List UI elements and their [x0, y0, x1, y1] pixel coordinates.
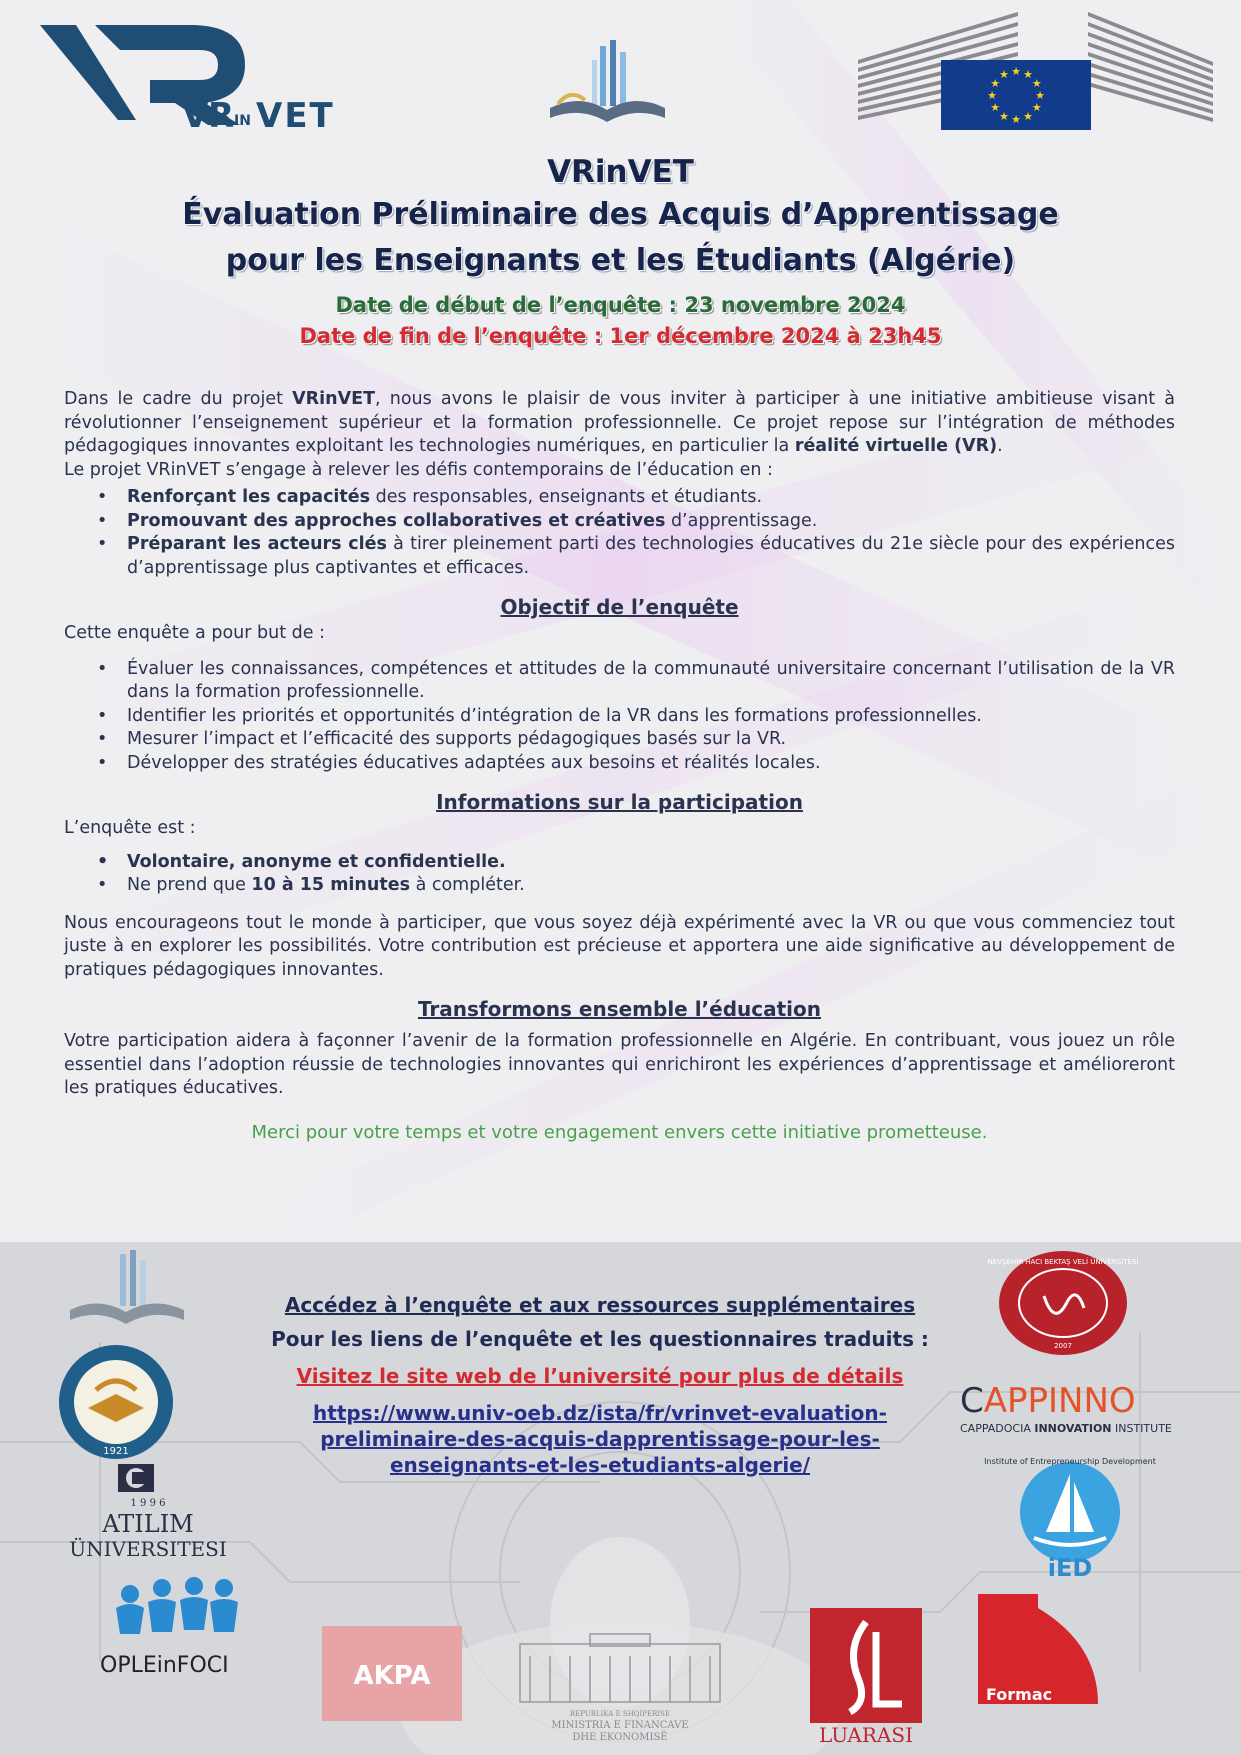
- survey-url-link[interactable]: https://www.univ-oeb.dz/ista/fr/vrinvet-evaluation-preliminaire-des-acquis-dapprentissage-pour-les-enseignants-et-les-etudiants-algerie/: [313, 1401, 887, 1477]
- survey-title-line2: pour les Enseignants et les Étudiants (Algérie): [225, 243, 1016, 278]
- svg-text:OPLEinFOCI: OPLEinFOCI: [100, 1653, 229, 1678]
- azerbaijan-pedagogical-university-logo: [56, 1342, 176, 1462]
- svg-text:R: R: [208, 96, 235, 136]
- list-item: • Renforçant les capacités des responsables, enseignants et étudiants.: [127, 486, 1175, 510]
- eu-star-icon: ★: [1035, 89, 1045, 102]
- institute-book-logo: [540, 38, 675, 133]
- survey-title-line1: Évaluation Préliminaire des Acquis d’Apprentissage: [182, 197, 1059, 232]
- eu-star-icon: ★: [1023, 109, 1033, 123]
- list-item: • Préparant les acteurs clés à tirer pleinement parti des technologies éducatives du 21e siècle pour des expériences d’apprentissage plus captivantes et efficaces.: [127, 533, 1175, 580]
- svg-text:V: V: [182, 96, 211, 136]
- svg-text:1921: 1921: [103, 1446, 129, 1457]
- svg-text:MINISTRIA E FINANCAVE: MINISTRIA E FINANCAVE: [551, 1720, 689, 1731]
- list-item: • Développer des stratégies éducatives adaptées aux besoins et réalités locales.: [127, 752, 1175, 776]
- svg-text:LUARASI: LUARASI: [819, 1723, 913, 1747]
- atilim-university-logo: [38, 1460, 258, 1560]
- transform-heading: Transformons ensemble l’éducation: [417, 997, 822, 1021]
- ministry-of-finance-logo: [510, 1632, 730, 1742]
- eu-star-icon: ★: [999, 109, 1009, 123]
- svg-text:REPUBLIKA E SHQIPERISE: REPUBLIKA E SHQIPERISE: [569, 1710, 671, 1718]
- eu-star-icon: ★: [990, 101, 1001, 114]
- svg-text:NEVŞEHİR HACI BEKTAŞ VELİ ÜNİV: NEVŞEHİR HACI BEKTAŞ VELİ ÜNİVERSİTESİ: [987, 1258, 1139, 1266]
- svg-text:ATILIM: ATILIM: [102, 1510, 194, 1538]
- eu-star-icon: ★: [999, 68, 1009, 82]
- objective-heading: Objectif de l’enquête: [500, 595, 739, 619]
- intro-paragraph: Dans le cadre du projet VRinVET, nous avons le plaisir de vous inviter à participer à une initiative ambitieuse visant à révolutionner l’enseignement supérieur et la formation professionnelle. Ce projet repose sur l’intégration de méthodes pédagogiques innovantes exploitant les technologies numériques, en particulier la réalité virtuelle (VR).: [64, 389, 1176, 456]
- visit-website-link[interactable]: Visitez le site web de l’université pour plus de détails: [296, 1364, 904, 1388]
- objective-list: [64, 658, 1175, 776]
- people-in-focus-logo: [100, 1572, 300, 1682]
- eu-star-icon: ★: [1023, 68, 1033, 82]
- list-item: • Évaluer les connaissances, compétences et attitudes de la communauté universitaire concernant l’utilisation de la VR dans la formation professionnelle.: [127, 658, 1175, 705]
- svg-text:VET: VET: [256, 96, 335, 136]
- participation-heading: Informations sur la participation: [436, 790, 803, 814]
- svg-text:Formac: Formac: [986, 1685, 1053, 1704]
- eu-star-icon: ★: [987, 89, 997, 102]
- akpa-logo: [322, 1626, 462, 1721]
- participation-list: [64, 851, 1175, 898]
- ied-logo: [984, 1454, 1156, 1582]
- svg-text:CAPPADOCIA INNOVATION INSTITUT: CAPPADOCIA INNOVATION INSTITUTE: [960, 1422, 1172, 1435]
- eu-star-icon: ★: [1011, 65, 1021, 78]
- thanks-message: Merci pour votre temps et votre engagement envers cette initiative prometteuse.: [251, 1121, 988, 1143]
- european-commission-logo: [858, 12, 1213, 134]
- eu-star-icon: ★: [1031, 77, 1042, 90]
- svg-text:DHE EKONOMISË: DHE EKONOMISË: [572, 1732, 668, 1743]
- list-item: • Promouvant des approches collaboratives et créatives d’apprentissage.: [127, 510, 1175, 534]
- list-item: • Volontaire, anonyme et confidentielle.: [127, 851, 1175, 875]
- participation-lead: L’enquête est :: [64, 818, 196, 838]
- links-heading: Pour les liens de l’enquête et les questionnaires traduits :: [271, 1327, 929, 1351]
- svg-text:iED: iED: [1047, 1554, 1093, 1582]
- svg-text:1 9 9 6: 1 9 9 6: [130, 1498, 166, 1509]
- footer-partners: [0, 1242, 1241, 1755]
- survey-access-block: [230, 1290, 970, 1478]
- list-item: • Ne prend que 10 à 15 minutes à compléter.: [127, 874, 1175, 898]
- vrinvet-logo: [40, 25, 360, 135]
- title-block: [0, 152, 1241, 352]
- main-content: [64, 388, 1175, 1144]
- svg-text:CAPPINNO: CAPPINNO: [960, 1381, 1136, 1421]
- svg-text:IN: IN: [234, 113, 251, 129]
- objective-lead: Cette enquête a pour but de :: [64, 623, 325, 643]
- cappinno-logo: [960, 1376, 1210, 1436]
- formac-logo: [978, 1594, 1098, 1709]
- transform-paragraph: Votre participation aidera à façonner l’avenir de la formation professionnelle en Algérie. En contribuant, vous jouez un rôle essentiel dans l’adoption réussie de technologies innovantes qui enrichiront les expériences d’apprentissage et amélioreront les pratiques éducatives.: [64, 1031, 1175, 1098]
- start-date: Date de début de l’enquête : 23 novembre 2024: [335, 293, 906, 317]
- access-heading: Accédez à l’enquête et aux ressources supplémentaires: [284, 1293, 916, 1317]
- luarasi-logo: [806, 1608, 926, 1748]
- eu-star-icon: ★: [1031, 101, 1042, 114]
- eu-star-icon: ★: [990, 77, 1001, 90]
- eu-star-icon: ★: [1011, 113, 1021, 126]
- project-goals-list: [64, 486, 1175, 580]
- svg-text:AKPA: AKPA: [353, 1661, 431, 1691]
- project-title: VRinVET: [547, 154, 694, 190]
- svg-text:2007: 2007: [1054, 1342, 1072, 1350]
- svg-text:ÜNIVERSITESI: ÜNIVERSITESI: [69, 1537, 227, 1561]
- end-date: Date de fin de l’enquête : 1er décembre 2024 à 23h45: [299, 324, 942, 348]
- encouragement-paragraph: Nous encourageons tout le monde à participer, que vous soyez déjà expérimenté avec la VR ou que vous commenciez tout juste à en explorer les possibilités. Votre contribution est précieuse et apportera une aide significative au développement de pratiques pédagogiques innovantes.: [64, 912, 1175, 980]
- list-item: • Identifier les priorités et opportunités d’intégration de la VR dans les formations professionnelles.: [127, 705, 1175, 729]
- svg-text:Institute of Entrepreneurship: Institute of Entrepreneurship Development: [984, 1457, 1156, 1466]
- intro-lead: Le projet VRinVET s’engage à relever les défis contemporains de l’éducation en :: [64, 459, 773, 480]
- list-item: • Mesurer l’impact et l’efficacité des supports pédagogiques basés sur la VR.: [127, 728, 1175, 752]
- institute-book-logo-small: [62, 1250, 192, 1332]
- nevsehir-university-logo: [987, 1248, 1139, 1358]
